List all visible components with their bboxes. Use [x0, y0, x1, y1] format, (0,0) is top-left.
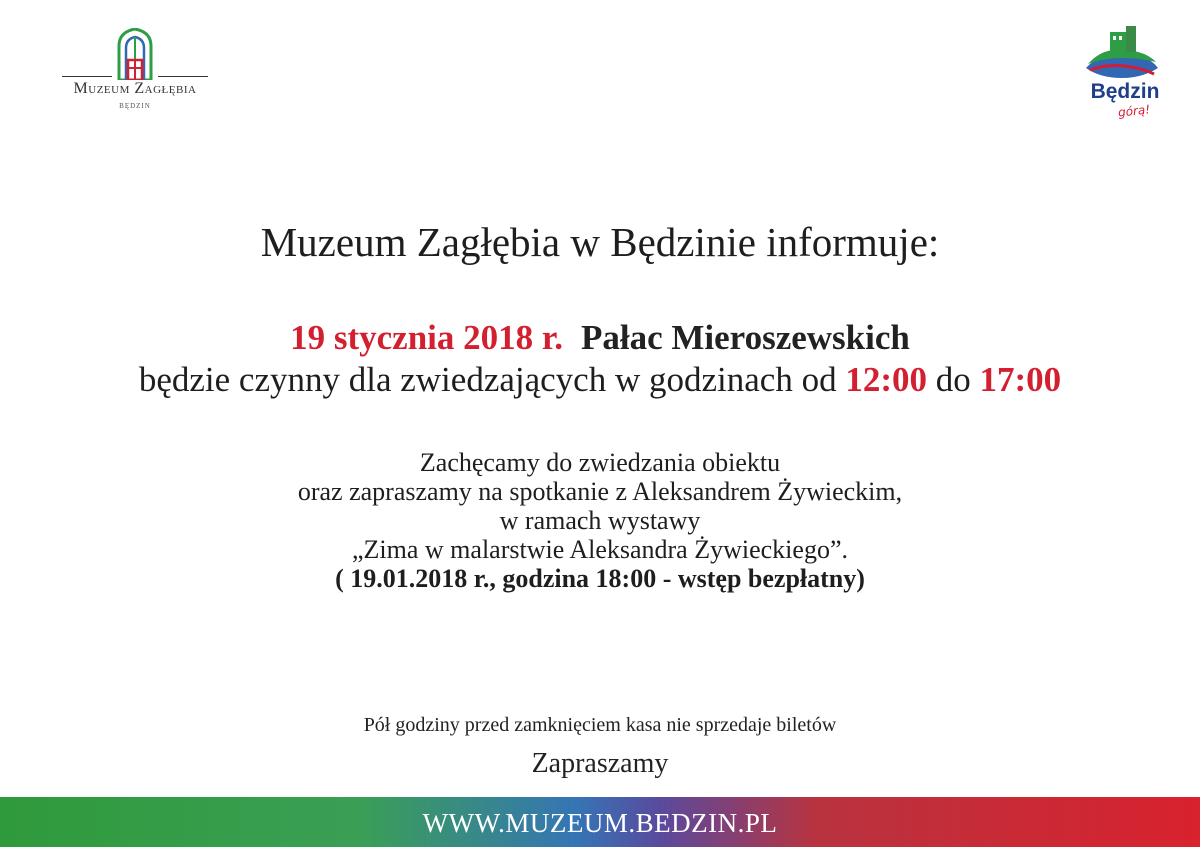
invite-line: w ramach wystawy — [499, 506, 701, 535]
closing-text: Zapraszamy — [531, 748, 669, 779]
museum-logo-name: Muzeum Zagłębia — [73, 80, 197, 97]
hours-between: do — [935, 360, 971, 399]
event-details: ( 19.01.2018 r., godzina 18:00 - wstęp bezpłatny) — [335, 564, 865, 593]
city-logo-tagline: górą! — [1117, 102, 1151, 120]
website-url[interactable]: WWW.MUZEUM.BEDZIN.PL — [422, 808, 778, 838]
city-logo — [1070, 24, 1180, 124]
gothic-window-icon — [115, 28, 155, 80]
ticket-note: Pół godziny przed zamknięciem kasa nie sprzedaje biletów — [363, 714, 837, 736]
museum-logo-city: BĘDZIN — [119, 102, 151, 110]
time-from: 12:00 — [845, 360, 927, 399]
invite-line: Zachęcamy do zwiedzania obiektu — [419, 448, 781, 477]
museum-logo — [55, 28, 215, 123]
time-to: 17:00 — [979, 360, 1062, 399]
footer-band — [0, 797, 1200, 847]
invite-line: oraz zapraszamy na spotkanie z Aleksandrem Żywieckim, — [297, 477, 903, 506]
logo-rule-right — [158, 76, 208, 77]
city-logo-wordmark: Będzin — [1090, 80, 1160, 103]
venue-name: Pałac Mieroszewskich — [580, 318, 910, 357]
opening-hours-line — [0, 360, 1200, 400]
event-date: 19 stycznia 2018 r. — [290, 318, 563, 357]
castle-hill-icon — [1082, 24, 1162, 80]
announcement-heading: Muzeum Zagłębia w Będzinie informuje: — [260, 219, 940, 265]
logo-rule-left — [62, 76, 112, 77]
invitation-block — [0, 448, 1200, 593]
invite-line: „Zima w malarstwie Aleksandra Żywieckiego”. — [352, 535, 848, 564]
hours-prefix: będzie czynny dla zwiedzających w godzinach od — [138, 360, 837, 399]
date-place-line — [0, 318, 1200, 358]
